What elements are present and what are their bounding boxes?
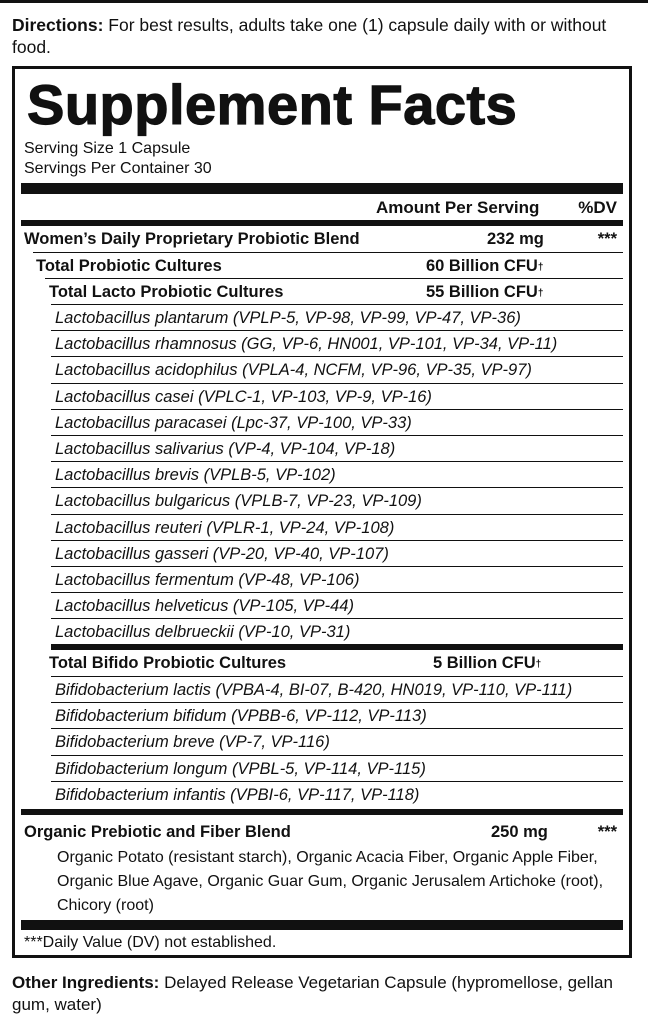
strain-name: Lactobacillus paracasei (Lpc-37, VP-100, VP-33) xyxy=(55,413,412,432)
strain-row xyxy=(51,383,623,409)
amount-header: Amount Per Serving xyxy=(376,198,540,217)
strain-name: Lactobacillus gasseri (VP-20, VP-40, VP-107) xyxy=(55,544,389,563)
blend-dv: *** xyxy=(597,230,617,248)
strain-row xyxy=(51,435,623,461)
strain-row xyxy=(51,330,623,356)
prebiotic-line: Organic Potato (resistant starch), Organic Acacia Fiber, Organic Apple Fiber, xyxy=(57,849,598,866)
prebiotic-line: Organic Blue Agave, Organic Guar Gum, Organic Jerusalem Artichoke (root), xyxy=(57,873,604,890)
dv-header: %DV xyxy=(578,198,617,217)
bifido-total-amount: 5 Billion CFU† xyxy=(433,654,542,672)
strain-name: Lactobacillus delbrueckii (VP-10, VP-31) xyxy=(55,623,351,642)
strain-row xyxy=(51,781,623,807)
prebiotic-row xyxy=(21,819,623,845)
strain-name: Lactobacillus acidophilus (VPLA-4, NCFM, VP-96, VP-35, VP-97) xyxy=(55,361,532,380)
strain-row xyxy=(51,592,623,618)
bifido-total-row xyxy=(45,650,623,676)
total-probiotic-amount: 60 Billion CFU† xyxy=(426,257,544,275)
directions-label: Directions: xyxy=(12,15,104,35)
strain-name: Lactobacillus reuteri (VPLR-1, VP-24, VP-108) xyxy=(55,518,395,537)
other-ingredients-text: Delayed Release Vegetarian Capsule (hypromellose, gellan gum, water) xyxy=(12,973,613,1014)
total-probiotic-name: Total Probiotic Cultures xyxy=(36,257,222,275)
strain-row xyxy=(51,356,623,382)
strain-row xyxy=(51,676,623,702)
servings-per-container: Servings Per Container 30 xyxy=(24,160,212,177)
strain-name: Lactobacillus plantarum (VPLP-5, VP-98, VP-99, VP-47, VP-36) xyxy=(55,309,521,327)
strain-row xyxy=(51,409,623,435)
strain-name: Lactobacillus helveticus (VP-105, VP-44) xyxy=(55,597,354,616)
strain-row xyxy=(51,540,623,566)
lacto-total-name: Total Lacto Probiotic Cultures xyxy=(49,283,284,301)
prebiotic-amount: 250 mg xyxy=(491,823,548,841)
blend-name: Women’s Daily Proprietary Probiotic Blend xyxy=(24,230,360,248)
strain-row xyxy=(51,461,623,487)
serving-size: Serving Size 1 Capsule xyxy=(24,140,191,157)
strain-name: Lactobacillus bulgaricus (VPLB-7, VP-23, VP-109) xyxy=(55,492,422,511)
strain-row xyxy=(51,304,623,330)
top-rule xyxy=(0,0,648,3)
prebiotic-ingredients xyxy=(57,846,637,918)
prebiotic-name: Organic Prebiotic and Fiber Blend xyxy=(24,823,291,841)
strain-row xyxy=(51,566,623,592)
supplement-facts-panel xyxy=(12,66,632,958)
strain-name: Lactobacillus brevis (VPLB-5, VP-102) xyxy=(55,466,336,485)
strain-name: Bifidobacterium infantis (VPBI-6, VP-117, VP-118) xyxy=(55,785,420,804)
strain-name: Bifidobacterium lactis (VPBA-4, BI-07, B-420, HN019, VP-110, VP-111) xyxy=(55,681,573,699)
strain-row xyxy=(51,755,623,781)
directions-text: For best results, adults take one (1) capsule daily with or without food. xyxy=(12,15,607,57)
lacto-total-row xyxy=(45,278,623,304)
strain-row xyxy=(51,618,623,644)
lacto-total-amount: 55 Billion CFU† xyxy=(426,283,544,301)
strain-row xyxy=(51,487,623,513)
strain-name: Bifidobacterium bifidum (VPBB-6, VP-112, VP-113) xyxy=(55,707,427,726)
strain-name: Bifidobacterium breve (VP-7, VP-116) xyxy=(55,733,330,752)
footnote: ***Daily Value (DV) not established. xyxy=(24,934,277,951)
thick-divider xyxy=(21,183,623,194)
directions xyxy=(12,14,632,58)
blend-row xyxy=(21,226,623,252)
strain-name: Lactobacillus rhamnosus (GG, VP-6, HN001, VP-101, VP-34, VP-11) xyxy=(55,335,558,354)
panel-title: Supplement Facts xyxy=(27,73,518,136)
strain-row xyxy=(51,514,623,540)
strain-name: Lactobacillus casei (VPLC-1, VP-103, VP-9, VP-16) xyxy=(55,387,432,406)
other-ingredients xyxy=(12,972,632,1016)
bifido-total-name: Total Bifido Probiotic Cultures xyxy=(49,654,287,672)
strain-row xyxy=(51,728,623,754)
prebiotic-dv: *** xyxy=(597,823,617,841)
strain-row xyxy=(51,702,623,728)
blend-amount: 232 mg xyxy=(487,230,544,248)
bottom-thick-divider xyxy=(21,920,623,930)
total-probiotic-row xyxy=(33,252,623,278)
prebiotic-line: Chicory (root) xyxy=(57,897,154,914)
prebiotic-divider xyxy=(21,809,623,815)
other-ingredients-label: Other Ingredients: xyxy=(12,973,160,992)
strain-name: Lactobacillus salivarius (VP-4, VP-104, VP-18) xyxy=(55,440,396,458)
strain-name: Lactobacillus fermentum (VP-48, VP-106) xyxy=(55,571,360,589)
strain-name: Bifidobacterium longum (VPBL-5, VP-114, VP-115) xyxy=(55,759,426,778)
